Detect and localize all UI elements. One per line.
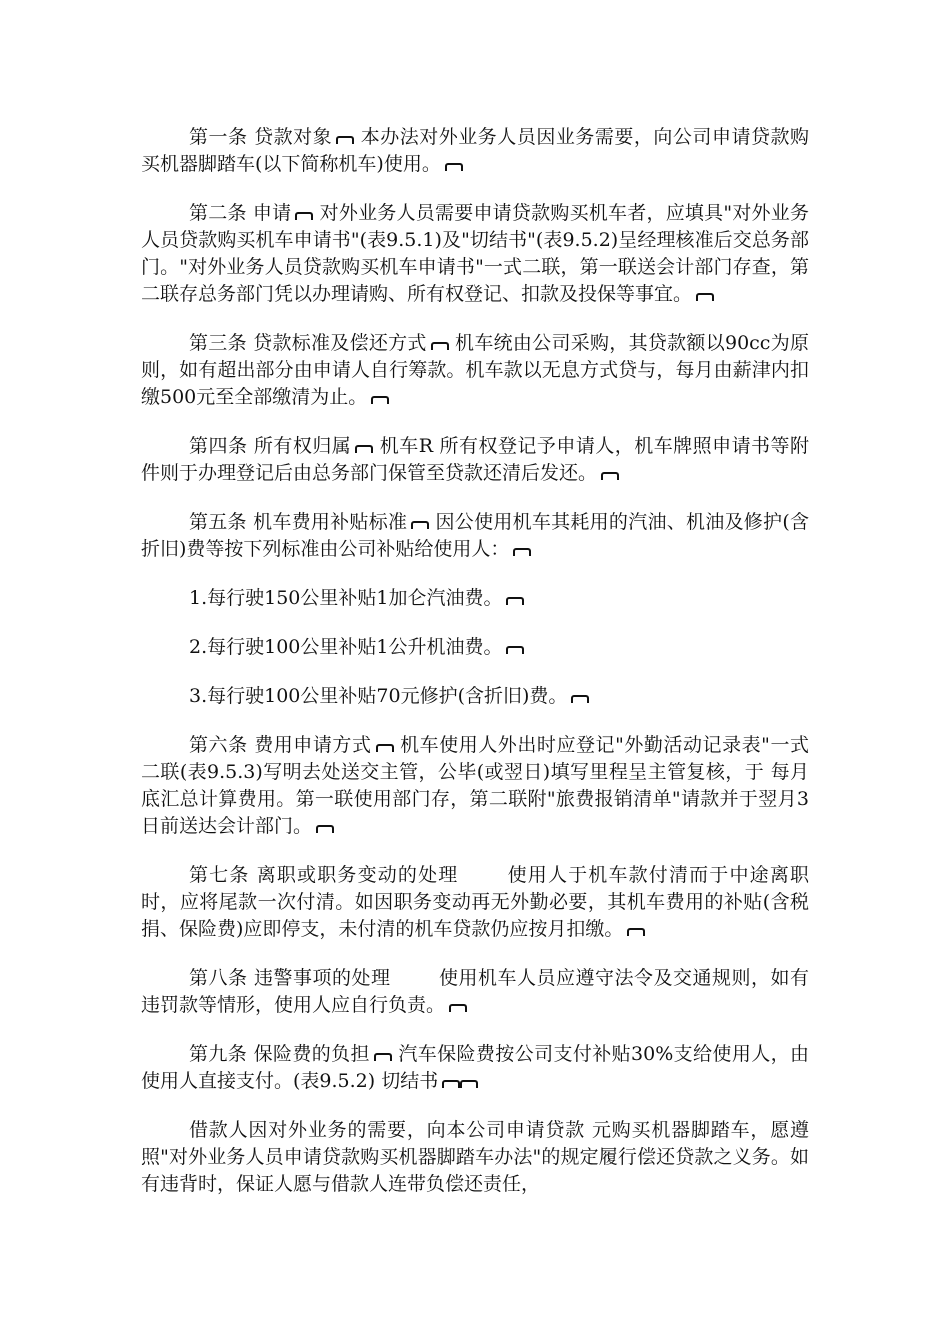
pledge-text: 借款人因对外业务的需要，向本公司申请贷款 元购买机器脚踏车，愿遵照"对外业务人员申请贷款购买机器脚踏车办法"的规定履行偿还贷款之义务。如有违背时，保证人愿与借款人连带负偿还责任， xyxy=(141,1119,809,1195)
paragraph-mark-icon xyxy=(627,928,645,936)
article-heading: 第三条 贷款标准及偿还方式 xyxy=(189,332,427,354)
document-body xyxy=(141,124,809,1220)
article-text: 汽车保险费按公司支付补贴30%支给使用人，由使用人直接支付。(表9.5.2) 切结书 xyxy=(141,1043,809,1092)
article-text: 使用人于机车款付清而于中途离职时，应将尾款一次付清。如因职务变动再无外勤必要，其机车费用的补贴(含税捐、保险费)应即停支，未付清的机车贷款仍应按月扣缴。 xyxy=(141,864,809,940)
paragraph-mark-icon xyxy=(449,1004,467,1012)
list-item-2 xyxy=(141,634,809,661)
paragraph-mark-icon xyxy=(374,1053,392,1061)
article-4 xyxy=(141,433,809,487)
paragraph-mark-icon xyxy=(316,825,334,833)
article-2 xyxy=(141,200,809,308)
article-heading: 第九条 保险费的负担 xyxy=(189,1043,370,1065)
article-text: 对外业务人员需要申请贷款购买机车者，应填具"对外业务人员贷款购买机车申请书"(表9.5.1)及"切结书"(表9.5.2)呈经理核准后交总务部门。"对外业务人员贷款购买机车申请书"一式二联，第一联送会计部门存查，第二联存总务部门凭以办理请购、所有权登记、扣款及投保等事宜。 xyxy=(141,202,809,305)
list-item-3 xyxy=(141,683,809,710)
article-8 xyxy=(141,965,809,1019)
article-text: 因公使用机车其耗用的汽油、机油及修护(含折旧)费等按下列标准由公司补贴给使用人： xyxy=(141,511,809,560)
article-5 xyxy=(141,509,809,563)
article-6 xyxy=(141,732,809,840)
paragraph-mark-icon xyxy=(445,163,463,171)
article-3 xyxy=(141,330,809,411)
list-item-text: 1.每行驶150公里补贴1加仑汽油费。 xyxy=(189,587,503,609)
paragraph-mark-icon xyxy=(431,342,449,350)
article-heading: 第六条 费用申请方式 xyxy=(189,734,372,756)
article-text: 使用机车人员应遵守法令及交通规则，如有违罚款等情形，使用人应自行负责。 xyxy=(141,967,809,1016)
article-heading: 第七条 离职或职务变动的处理 xyxy=(189,864,459,886)
paragraph-mark-icon xyxy=(442,1080,460,1088)
article-1 xyxy=(141,124,809,178)
list-item-text: 2.每行驶100公里补贴1公升机油费。 xyxy=(189,636,503,658)
paragraph-mark-icon xyxy=(460,1080,478,1088)
paragraph-mark-icon xyxy=(355,445,373,453)
paragraph-mark-icon xyxy=(295,212,313,220)
article-heading: 第一条 贷款对象 xyxy=(189,126,333,148)
article-7 xyxy=(141,862,809,943)
paragraph-mark-icon xyxy=(513,548,531,556)
article-text: 机车R 所有权登记予申请人，机车牌照申请书等附件则于办理登记后由总务部门保管至贷款还清后发还。 xyxy=(141,435,810,484)
article-9 xyxy=(141,1041,809,1095)
paragraph-mark-icon xyxy=(696,293,714,301)
article-text: 机车统由公司采购，其贷款额以90cc为原则，如有超出部分由申请人自行筹款。机车款以无息方式贷与，每月由薪津内扣缴500元至全部缴清为止。 xyxy=(141,332,810,408)
paragraph-mark-icon xyxy=(506,597,524,605)
paragraph-mark-icon xyxy=(571,695,589,703)
article-heading: 第四条 所有权归属 xyxy=(189,435,352,457)
paragraph-mark-icon xyxy=(371,396,389,404)
list-item-text: 3.每行驶100公里补贴70元修护(含折旧)费。 xyxy=(189,685,568,707)
article-heading: 第二条 申请 xyxy=(189,202,292,224)
pledge-paragraph xyxy=(141,1117,809,1198)
paragraph-mark-icon xyxy=(376,744,394,752)
article-text: 本办法对外业务人员因业务需要，向公司申请贷款购买机器脚踏车(以下简称机车)使用。 xyxy=(141,126,809,175)
article-heading: 第八条 违警事项的处理 xyxy=(189,967,391,989)
paragraph-mark-icon xyxy=(411,521,429,529)
paragraph-mark-icon xyxy=(336,136,354,144)
paragraph-mark-icon xyxy=(506,646,524,654)
article-text: 机车使用人外出时应登记"外勤活动记录表"一式二联(表9.5.3)写明去处送交主管，公毕(或翌日)填写里程呈主管复核，于 每月底汇总计算费用。第一联使用部门存，第二联附"旅费报销清单"请款并于翌月3日前送达会计部门。 xyxy=(141,734,809,837)
article-heading: 第五条 机车费用补贴标准 xyxy=(189,511,408,533)
list-item-1 xyxy=(141,585,809,612)
paragraph-mark-icon xyxy=(601,472,619,480)
